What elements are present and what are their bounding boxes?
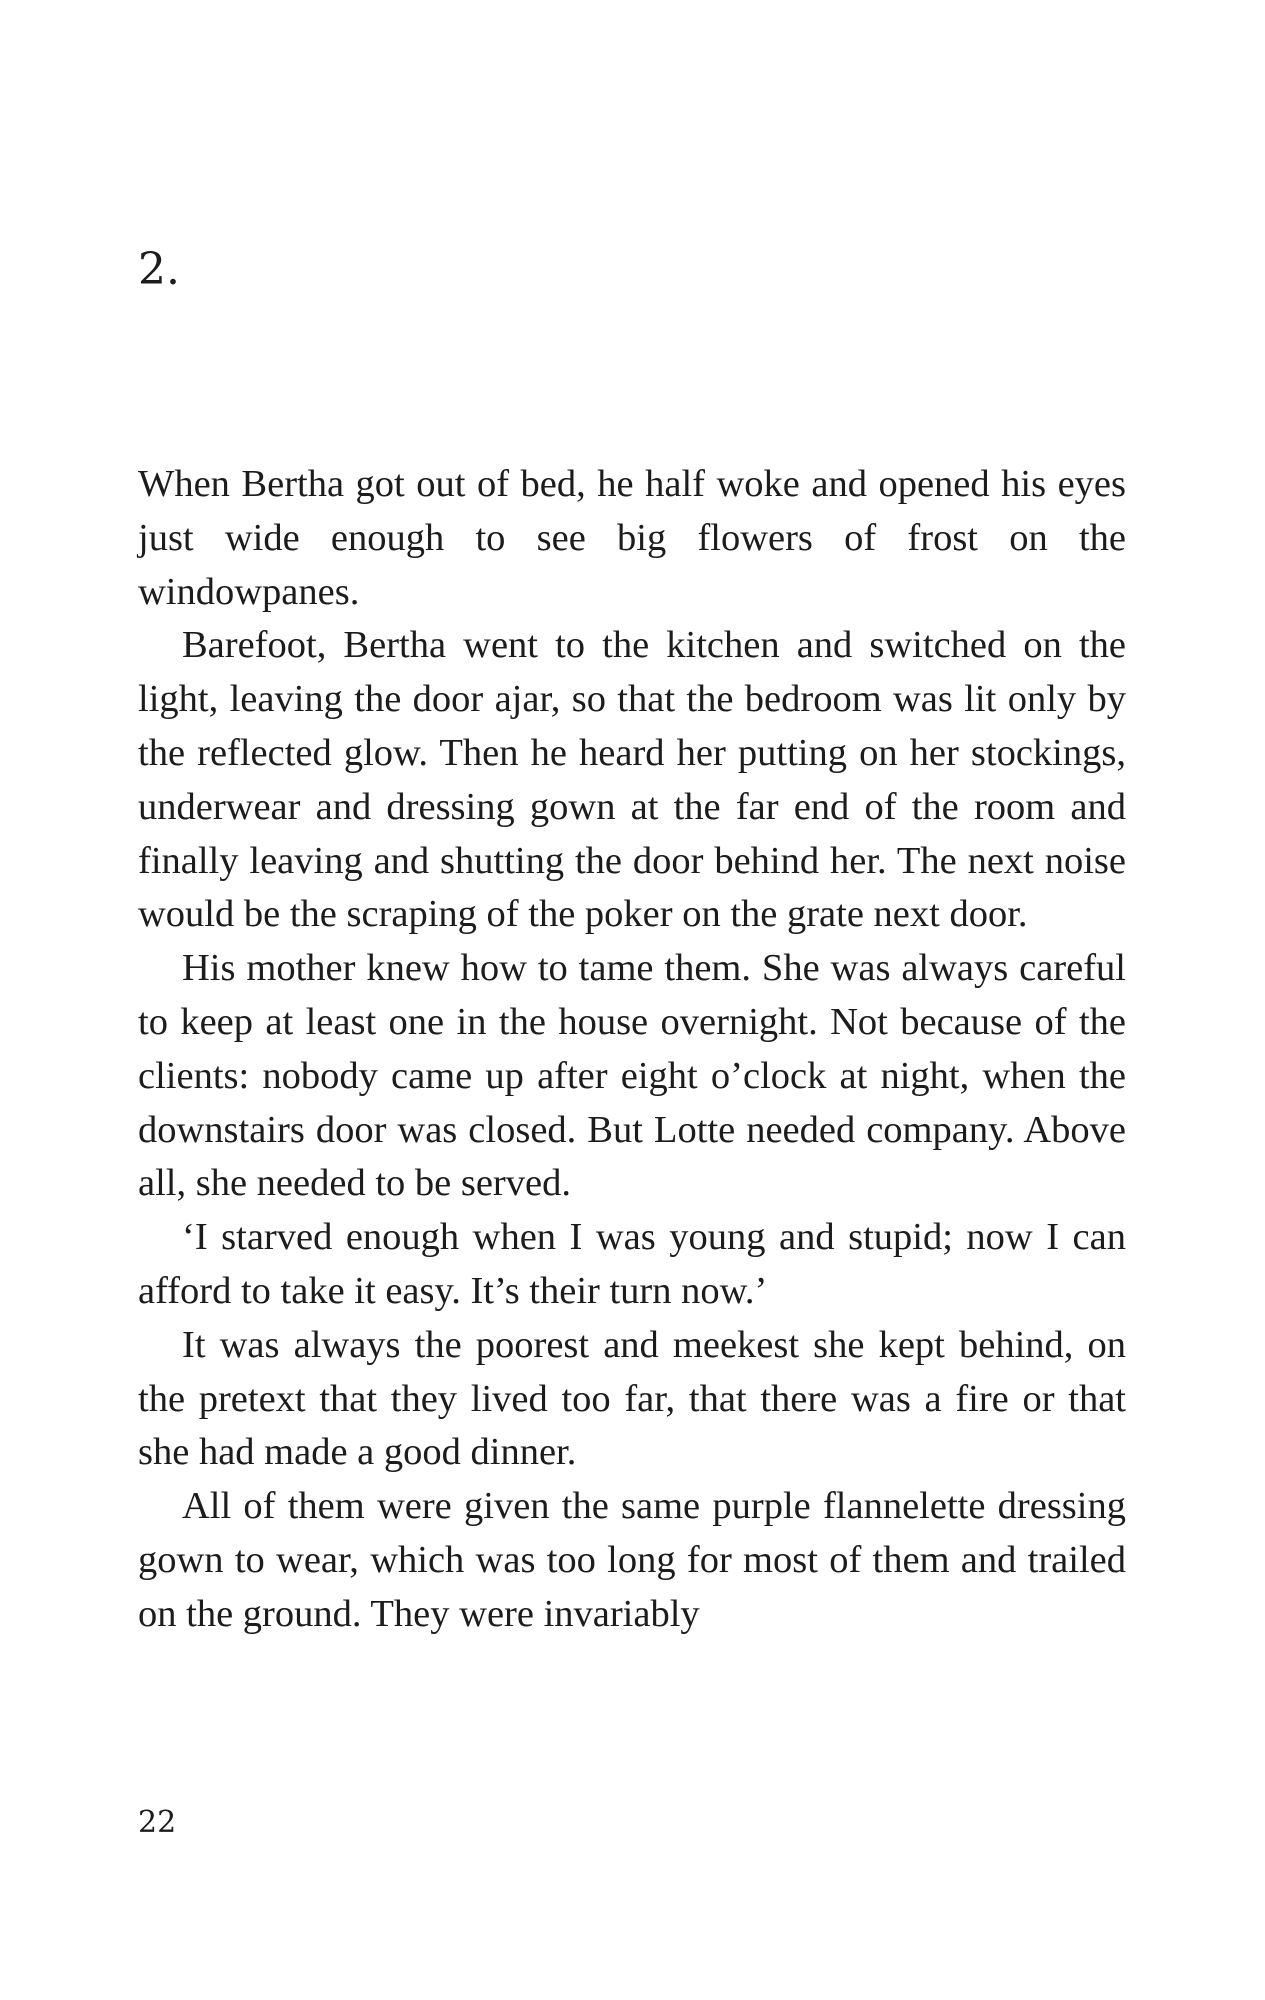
paragraph-3: His mother knew how to tame them. She was always careful to keep at least one in the house overnight. Not because of the clients: nobody came up after eight o’clock at night, when the downstairs door was closed. But Lotte needed company. Above all, she needed to be served. [138, 947, 1126, 1205]
chapter-number: 2. [138, 244, 180, 295]
page-number: 22 [138, 1805, 177, 1840]
chapter-body [138, 458, 1126, 1642]
paragraph-6: All of them were given the same purple flannelette dressing gown to wear, which was too long for most of them and trailed on the ground. They were invariably [138, 1485, 1126, 1635]
paragraph-5: It was always the poorest and meekest she kept behind, on the pretext that they lived too far, that there was a fire or that she had made a good dinner. [138, 1323, 1126, 1474]
paragraph-4: ‘I starved enough when I was young and stupid; now I can afford to take it easy. It’s their turn now.’ [138, 1216, 1126, 1312]
paragraph-2: Barefoot, Bertha went to the kitchen and switched on the light, leaving the door ajar, so that the bedroom was lit only by the reflected glow. Then he heard her putting on her stockings, underwear and dressing gown at the far end of the room and finally leaving and shutting the door behind her. The next noise would be the scraping of the poker on the grate next door. [138, 624, 1126, 936]
paragraph-1: When Bertha got out of bed, he half woke and opened his eyes just wide enough to see big flowers of frost on the windowpanes. [138, 463, 1126, 613]
